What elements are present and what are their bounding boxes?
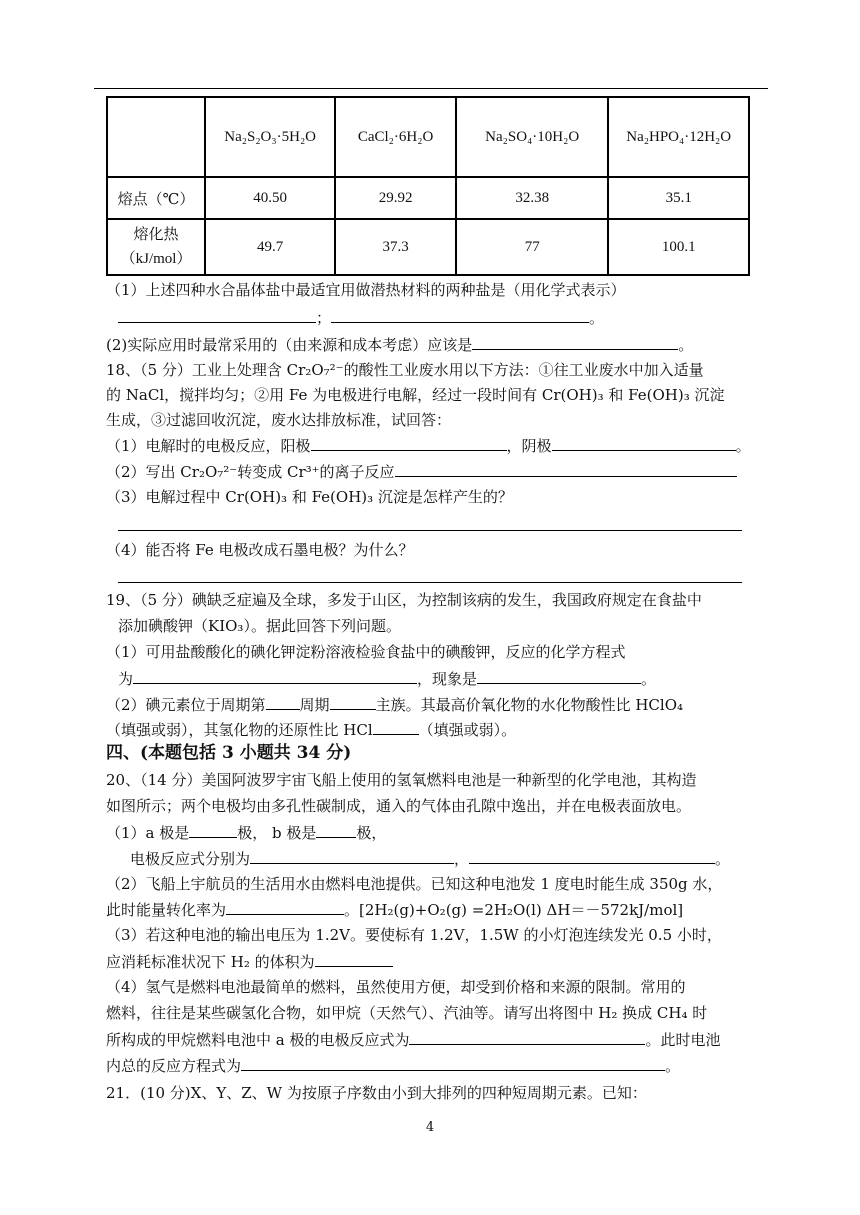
table-cell: 49.7 — [205, 219, 335, 275]
question-text: 如图所示；两个电极均由多孔性碳制成，通入的气体由孔隙中逸出，并在电极表面放电。 — [106, 797, 692, 815]
question-text: (2)实际应用时最常采用的（由来源和成本考虑）应该是 。 — [106, 333, 693, 356]
question-text: （2）碘元素位于周期第 周期 主族。其最高价氧化物的水化物酸性比 HClO₄ — [106, 693, 683, 716]
question-text: 21．(10 分)X、Y、Z、W 为按原子序数由小到大排列的四种短周期元素。已知： — [106, 1084, 647, 1102]
answer-rule[interactable] — [118, 530, 742, 531]
question-text: （4）氢气是燃料电池最简单的燃料，虽然使用方便，却受到价格和来源的限制。常用的 — [106, 978, 686, 996]
question-text: 19、（5 分）碘缺乏症遍及全球，多发于山区，为控制该病的发生，我国政府规定在食盐中 — [106, 591, 702, 609]
answer-blank[interactable] — [331, 306, 589, 323]
question-text: （1）上述四种水合晶体盐中最适宜用做潜热材料的两种盐是（用化学式表示） — [106, 281, 626, 299]
table-row — [107, 177, 749, 219]
question-text: 应消耗标准状况下 H₂ 的体积为 — [106, 950, 393, 973]
answer-blank[interactable] — [189, 821, 237, 838]
question-text: （1）a 极是 极， b 极是 极， — [106, 821, 386, 844]
answer-blank[interactable] — [409, 1028, 645, 1045]
question-text: 电极反应式分别为 ， 。 — [130, 847, 730, 870]
answer-line: ； 。 — [118, 306, 604, 329]
table-row — [107, 219, 749, 275]
question-text: （填强或弱），其氢化物的还原性比 HCl （填强或弱）。 — [106, 718, 516, 741]
row-label: 熔点（℃） — [107, 177, 205, 219]
table-cell: 37.3 — [335, 219, 456, 275]
answer-blank[interactable] — [118, 306, 316, 323]
question-text: （1）电解时的电极反应，阳极 ，阴极 。 — [106, 434, 751, 457]
question-text: （3）电解过程中 Cr(OH)₃ 和 Fe(OH)₃ 沉淀是怎样产生的？ — [106, 488, 513, 506]
answer-blank[interactable] — [469, 847, 715, 864]
question-text: （1）可用盐酸酸化的碘化钾淀粉溶液检验食盐中的碘酸钾，反应的化学方程式 — [106, 643, 626, 661]
answer-blank[interactable] — [395, 460, 737, 477]
answer-blank[interactable] — [330, 693, 376, 710]
answer-blank[interactable] — [373, 718, 419, 735]
answer-blank[interactable] — [311, 434, 507, 451]
question-text: 为 ，现象是 。 — [118, 667, 656, 690]
answer-blank[interactable] — [241, 1054, 665, 1071]
question-text: 的 NaCl，搅拌均匀；②用 Fe 为电极进行电解，经过一段时间有 Cr(OH)₃ 和 Fe(OH)₃ 沉淀 — [106, 386, 725, 404]
table-cell: 32.38 — [456, 177, 608, 219]
col-header: Na₂HPO₄·12H₂O — [608, 97, 749, 177]
section-heading: 四、(本题包括 3 小题共 34 分) — [106, 743, 352, 763]
answer-blank[interactable] — [315, 950, 393, 967]
table-header-row — [107, 97, 749, 177]
table-cell: 29.92 — [335, 177, 456, 219]
question-text: （2）写出 Cr₂O₇²⁻转变成 Cr³⁺的离子反应 — [106, 460, 737, 483]
page-number: 4 — [425, 1120, 435, 1135]
header-rule — [94, 88, 768, 89]
question-text: 此时能量转化率为 。[2H₂(g)+O₂(g) =2H₂O(l) ΔH＝－572kJ/mol] — [106, 898, 683, 921]
col-header: CaCl₂·6H₂O — [335, 97, 456, 177]
answer-blank[interactable] — [226, 898, 344, 915]
hydrate-salt-table — [106, 96, 750, 276]
answer-blank[interactable] — [266, 693, 300, 710]
answer-blank[interactable] — [316, 821, 356, 838]
question-text: （2）飞船上宇航员的生活用水由燃料电池提供。已知这种电池发 1 度电时能生成 350g 水， — [106, 875, 723, 893]
question-text: 18、（5 分）工业上处理含 Cr₂O₇²⁻的酸性工业废水用以下方法：①往工业废水中加入适量 — [106, 361, 704, 379]
question-text: 所构成的甲烷燃料电池中 a 极的电极反应式为 。此时电池 — [106, 1028, 721, 1051]
table-corner-cell — [107, 97, 205, 177]
table-cell: 35.1 — [608, 177, 749, 219]
table-cell: 77 — [456, 219, 608, 275]
question-text: 燃料，往往是某些碳氢化合物，如甲烷（天然气）、汽油等。请写出将图中 H₂ 换成 CH₄ 时 — [106, 1004, 708, 1022]
col-header: Na₂SO₄·10H₂O — [456, 97, 608, 177]
question-text: 生成，③过滤回收沉淀，废水达排放标准，试回答： — [106, 411, 452, 429]
question-text: （4）能否将 Fe 电极改成石墨电极？为什么？ — [106, 541, 414, 559]
answer-rule[interactable] — [118, 582, 742, 583]
row-label: 熔化热（kJ/mol） — [107, 219, 205, 275]
answer-blank[interactable] — [472, 333, 678, 350]
table-cell: 100.1 — [608, 219, 749, 275]
answer-blank[interactable] — [250, 847, 454, 864]
answer-blank[interactable] — [477, 667, 641, 684]
col-header: Na₂S₂O₃·5H₂O — [205, 97, 335, 177]
question-text: 添加碘酸钾（KIO₃）。据此回答下列问题。 — [118, 617, 401, 635]
answer-blank[interactable] — [552, 434, 736, 451]
table-cell: 40.50 — [205, 177, 335, 219]
question-text: 内总的反应方程式为 。 — [106, 1054, 680, 1077]
answer-blank[interactable] — [133, 667, 417, 684]
question-text: （3）若这种电池的输出电压为 1.2V。要使标有 1.2V，1.5W 的小灯泡连续发光 0.5 小时， — [106, 926, 722, 944]
question-text: 20、（14 分）美国阿波罗宇宙飞船上使用的氢氧燃料电池是一种新型的化学电池，其构造 — [106, 771, 697, 789]
